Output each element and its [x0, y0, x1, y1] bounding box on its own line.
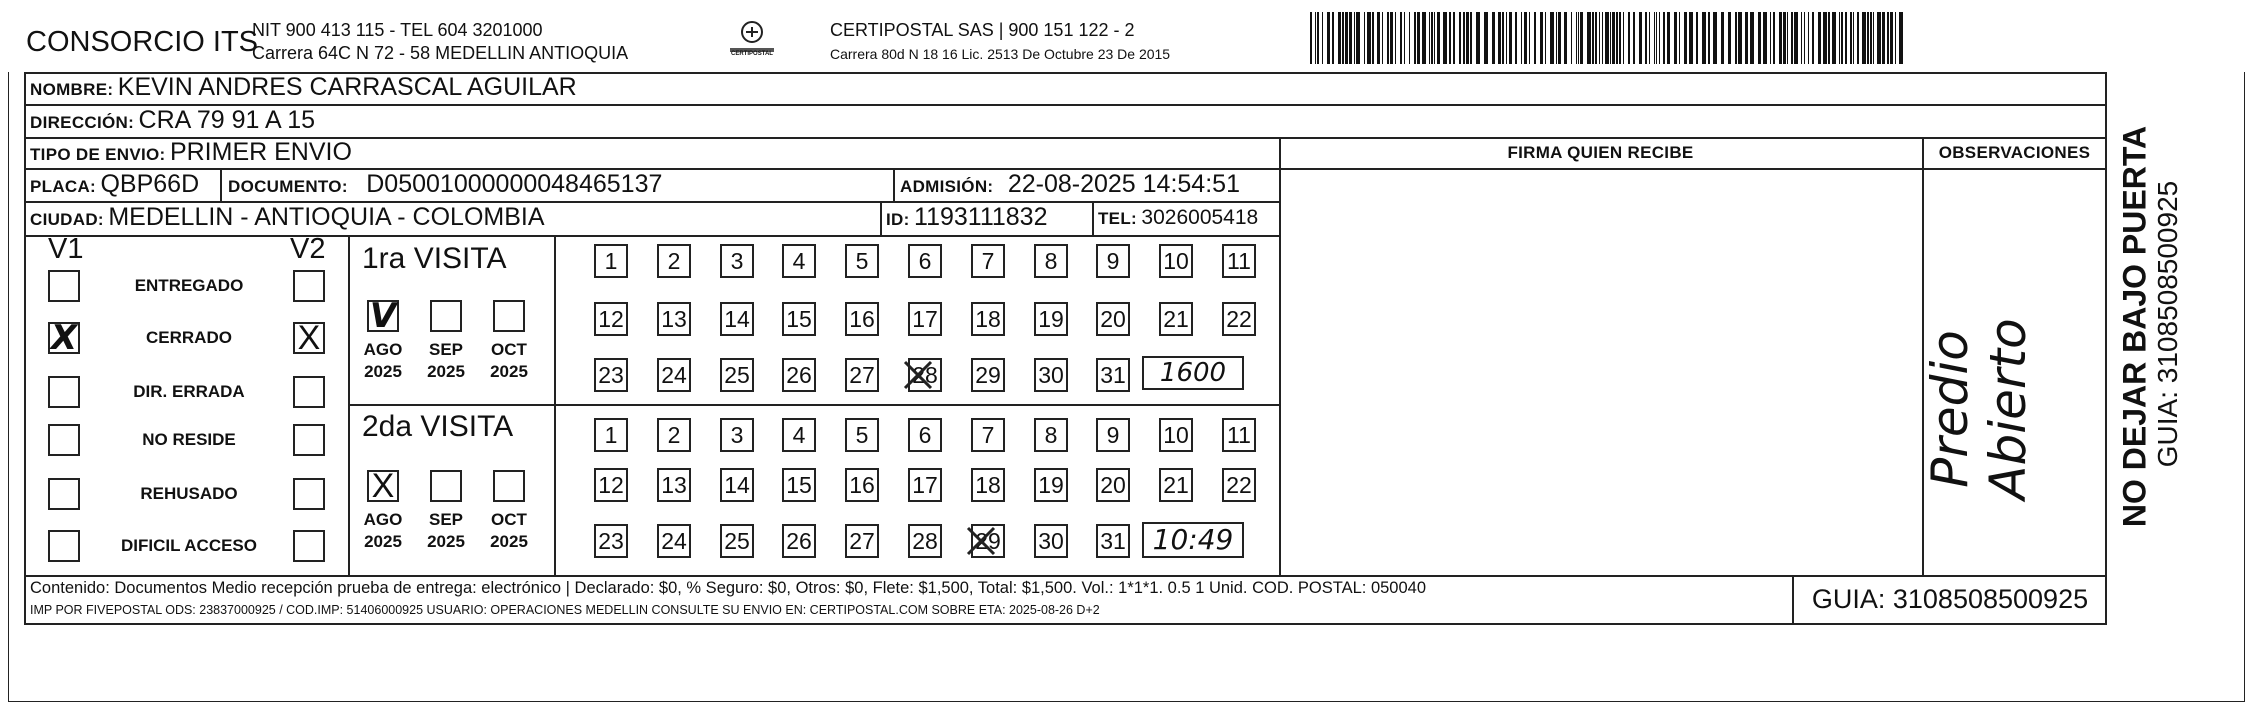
footer-guia: GUIA: 3108508500925 — [1811, 584, 2089, 614]
side-warning: NO DEJAR BAJO PUERTA — [2116, 125, 2153, 528]
day-box[interactable]: 11 — [1222, 418, 1256, 452]
barcode-bar — [1763, 12, 1767, 64]
barcode-bar — [1437, 12, 1440, 64]
barcode-bar — [1619, 12, 1621, 64]
day-box[interactable]: 15 — [782, 468, 816, 502]
barcode-bar — [1443, 12, 1447, 64]
second-visit-title: 2da VISITA — [362, 410, 514, 443]
day-box[interactable]: 12 — [594, 302, 628, 336]
month-checkbox[interactable] — [430, 470, 462, 502]
barcode-bar — [1773, 12, 1775, 64]
id-value: 1193111832 — [914, 203, 1048, 231]
side-guia: GUIA: 3108508500925 — [2152, 180, 2183, 468]
day-box[interactable]: 21 — [1159, 468, 1193, 502]
barcode-bar — [1867, 12, 1869, 64]
v1-cerrado-mark: X — [50, 318, 78, 358]
barcode-bar — [1862, 12, 1866, 64]
barcode-bar — [1645, 12, 1647, 64]
day-box[interactable]: 26 — [782, 524, 816, 558]
barcode-bar — [1509, 12, 1512, 64]
firma-header: FIRMA QUIEN RECIBE — [1507, 143, 1694, 162]
documento-value: D05001000000048465137 — [366, 170, 663, 198]
barcode-bar — [1345, 12, 1348, 64]
barcode-bar — [1414, 12, 1416, 64]
barcode-bar — [1628, 12, 1630, 64]
day-box[interactable]: 14 — [720, 468, 754, 502]
barcode-bar — [1356, 12, 1360, 64]
tipo-row — [30, 138, 352, 167]
v2-checkbox[interactable] — [293, 530, 325, 562]
id-label: ID: — [886, 210, 910, 229]
day-box[interactable]: 6 — [908, 418, 942, 452]
barcode-bar — [1502, 12, 1504, 64]
status-label: DIFICIL ACCESO — [120, 536, 257, 555]
barcode-bar — [1839, 12, 1840, 64]
barcode-bar — [1779, 12, 1782, 64]
barcode-bar — [1400, 12, 1402, 64]
barcode-bar — [1832, 12, 1836, 64]
day-box[interactable]: 20 — [1096, 468, 1130, 502]
v2-header: V2 — [290, 233, 326, 265]
day-box[interactable]: 23 — [594, 524, 628, 558]
documento-row — [228, 170, 662, 199]
barcode-bar — [1453, 12, 1455, 64]
barcode-bar — [1721, 12, 1724, 64]
barcode-bar — [1576, 12, 1577, 64]
barcode-bar — [1515, 12, 1517, 64]
direccion-row — [30, 106, 315, 135]
barcode-bar — [1882, 12, 1885, 64]
barcode-bar — [1534, 12, 1536, 64]
barcode-bar — [1434, 12, 1435, 64]
placa-label: PLACA: — [30, 177, 97, 196]
v2-checkbox[interactable] — [293, 270, 325, 302]
day-box[interactable]: 5 — [845, 244, 879, 278]
v2-cerrado-mark: X — [297, 319, 321, 357]
month-label: SEP — [428, 510, 464, 529]
admision-row — [900, 170, 1240, 199]
barcode-bar — [1857, 12, 1859, 64]
barcode-bar — [1580, 12, 1583, 64]
barcode-bar — [1783, 12, 1786, 64]
cross-icon — [901, 358, 935, 392]
barcode-bar — [1395, 12, 1396, 64]
barcode-bar — [1342, 12, 1344, 64]
observations-line-2: Abierto — [1979, 318, 2037, 500]
barcode-bar — [1364, 12, 1365, 64]
barcode-bar — [1571, 12, 1572, 64]
barcode-bar — [1377, 12, 1380, 64]
barcode-bar — [1649, 12, 1650, 64]
day-box[interactable]: 25 — [720, 524, 754, 558]
barcode-bar — [1605, 12, 1609, 64]
barcode-bar — [1404, 12, 1405, 64]
second-visit-day-29-mark — [964, 524, 998, 558]
barcode-bar — [1663, 12, 1665, 64]
day-box[interactable]: 24 — [657, 524, 691, 558]
day-box[interactable]: 4 — [782, 244, 816, 278]
day-box[interactable]: 31 — [1096, 524, 1130, 558]
barcode-bar — [1812, 12, 1814, 64]
day-box[interactable]: 24 — [657, 358, 691, 392]
barcode-bar — [1599, 12, 1600, 64]
barcode-bar — [1540, 12, 1543, 64]
v1-checkbox[interactable] — [48, 424, 80, 456]
barcode-bar — [1633, 12, 1635, 64]
ciudad-value: MEDELLIN - ANTIOQUIA - COLOMBIA — [108, 203, 545, 231]
first-visit-time: 1600 — [1142, 356, 1244, 390]
barcode-bar — [1595, 12, 1597, 64]
v1-checkbox[interactable] — [48, 478, 80, 510]
year-label: 2025 — [364, 362, 402, 381]
day-box[interactable]: 11 — [1222, 244, 1256, 278]
year-label: 2025 — [427, 362, 465, 381]
day-box[interactable]: 28 — [908, 358, 942, 392]
barcode-bar — [1564, 12, 1567, 64]
id-row — [886, 203, 1048, 232]
barcode-bar — [1794, 12, 1798, 64]
barcode-bar — [1545, 12, 1546, 64]
day-box[interactable]: 10 — [1159, 244, 1193, 278]
barcode-bar — [1684, 12, 1687, 64]
tel-value: 3026005418 — [1141, 206, 1259, 229]
day-box[interactable]: 19 — [1034, 468, 1068, 502]
barcode-bar — [1623, 12, 1624, 64]
year-label: 2025 — [490, 362, 528, 381]
day-box[interactable]: 1 — [594, 244, 628, 278]
observaciones-header: OBSERVACIONES — [1938, 143, 2091, 162]
nombre-value: KEVIN ANDRES CARRASCAL AGUILAR — [117, 73, 577, 101]
day-box[interactable]: 16 — [845, 302, 879, 336]
barcode-bar — [1367, 12, 1371, 64]
day-box[interactable]: 7 — [971, 244, 1005, 278]
barcode-bar — [1750, 12, 1754, 64]
tel-label: TEL: — [1098, 209, 1137, 228]
barcode-bar — [1327, 12, 1330, 64]
day-box[interactable]: 4 — [782, 418, 816, 452]
first-visit-day-28-mark — [901, 358, 935, 392]
admision-value: 22-08-2025 14:54:51 — [1007, 170, 1240, 198]
day-box[interactable]: 2 — [657, 244, 691, 278]
barcode-bar — [1449, 12, 1451, 64]
barcode-bar — [1654, 12, 1655, 64]
barcode-bar — [1521, 12, 1522, 64]
barcode-bar — [1808, 12, 1809, 64]
barcode-bar — [1818, 12, 1821, 64]
barcode-bar — [1612, 12, 1615, 64]
barcode-bar — [1895, 12, 1896, 64]
barcode-bar — [1492, 12, 1495, 64]
barcode-bar — [1804, 12, 1805, 64]
barcode-bar — [1558, 12, 1561, 64]
barcode-bar — [1431, 12, 1433, 64]
day-box[interactable]: 23 — [594, 358, 628, 392]
day-box[interactable]: 27 — [845, 524, 879, 558]
nombre-label: NOMBRE: — [30, 80, 114, 99]
status-label: NO RESIDE — [142, 430, 236, 449]
day-box[interactable]: 30 — [1034, 358, 1068, 392]
carrier-address: Carrera 80d N 18 16 Lic. 2513 De Octubre 23 De 2015 — [830, 46, 1171, 62]
barcode-bar — [1422, 12, 1426, 64]
month-checkbox[interactable] — [493, 300, 525, 332]
day-box[interactable]: 13 — [657, 468, 691, 502]
barcode-bar — [1556, 12, 1557, 64]
day-box[interactable]: 10 — [1159, 418, 1193, 452]
day-box[interactable]: 3 — [720, 244, 754, 278]
barcode-bar — [1770, 12, 1771, 64]
day-box[interactable]: 29 — [971, 358, 1005, 392]
day-box[interactable]: 20 — [1096, 302, 1130, 336]
barcode-bar — [1310, 12, 1312, 64]
direccion-label: DIRECCIÓN: — [30, 113, 135, 132]
barcode-bar — [1484, 12, 1488, 64]
status-label: REHUSADO — [140, 484, 238, 503]
barcode — [1310, 12, 1905, 64]
certipostal-logo — [722, 18, 782, 64]
day-box[interactable]: 26 — [782, 358, 816, 392]
v1-header: V1 — [48, 233, 84, 265]
barcode-bar — [1738, 12, 1742, 64]
barcode-bar — [1899, 12, 1903, 64]
barcode-bar — [1498, 12, 1501, 64]
documento-label: DOCUMENTO: — [228, 177, 348, 196]
day-box[interactable]: 5 — [845, 418, 879, 452]
day-box[interactable]: 27 — [845, 358, 879, 392]
barcode-bar — [1870, 12, 1872, 64]
footer-contenido: Contenido: Documentos Medio recepción prueba de entrega: electrónico | Declarado: $0, % Seguro: $0, Otros: $0, Flete: $1,500, Total: $1,500. Vol.: 1*1*1. 0.5 1 Unid. COD. POSTAL: 050040 — [30, 579, 1427, 597]
tipo-value: PRIMER ENVIO — [169, 138, 352, 166]
month-label: AGO — [363, 340, 403, 359]
barcode-bar — [1476, 12, 1480, 64]
barcode-bar — [1887, 12, 1889, 64]
day-box[interactable]: 22 — [1222, 302, 1256, 336]
cross-icon — [964, 524, 998, 558]
day-box[interactable]: 9 — [1096, 418, 1130, 452]
barcode-bar — [1853, 12, 1854, 64]
day-box[interactable]: 3 — [720, 418, 754, 452]
barcode-bar — [1679, 12, 1680, 64]
year-label: 2025 — [364, 532, 402, 551]
barcode-bar — [1702, 12, 1706, 64]
logo-icon — [722, 18, 782, 64]
day-box[interactable]: 25 — [720, 358, 754, 392]
day-box[interactable]: 1 — [594, 418, 628, 452]
company-address: Carrera 64C N 72 - 58 MEDELLIN ANTIOQUIA — [252, 43, 629, 63]
barcode-bar — [1845, 12, 1847, 64]
barcode-bar — [1850, 12, 1852, 64]
barcode-bar — [1466, 12, 1469, 64]
footer-imp: IMP POR FIVEPOSTAL ODS: 23837000925 / COD.IMP: 51406000925 USUARIO: OPERACIONES MEDELLIN CONSULTE SU ENVIO EN: CERTIPOSTAL.COM SOBRE ETA: 2025-08-26 D+2 — [30, 603, 1100, 617]
barcode-bar — [1758, 12, 1761, 64]
status-label: ENTREGADO — [134, 276, 244, 295]
v2-checkbox[interactable] — [293, 376, 325, 408]
ciudad-row — [30, 203, 545, 232]
barcode-bar — [1338, 12, 1341, 64]
barcode-bar — [1745, 12, 1748, 64]
barcode-bar — [1529, 12, 1530, 64]
year-label: 2025 — [427, 532, 465, 551]
company-name: CONSORCIO ITS — [26, 26, 259, 58]
barcode-bar — [1689, 12, 1693, 64]
tel-row — [1098, 206, 1258, 230]
barcode-bar — [1639, 12, 1642, 64]
barcode-bar — [1592, 12, 1594, 64]
status-label: CERRADO — [146, 328, 232, 347]
barcode-bar — [1390, 12, 1393, 64]
day-box[interactable]: 7 — [971, 418, 1005, 452]
day-box[interactable]: 8 — [1034, 418, 1068, 452]
barcode-bar — [1616, 12, 1618, 64]
barcode-bar — [1354, 12, 1355, 64]
logo-text: CERTIPOSTAL — [731, 51, 773, 57]
carrier-name: CERTIPOSTAL SAS | 900 151 122 - 2 — [830, 20, 1135, 40]
barcode-bar — [1322, 12, 1323, 64]
v1-checkbox[interactable] — [48, 270, 80, 302]
v2-checkbox[interactable] — [293, 478, 325, 510]
barcode-bar — [1667, 12, 1670, 64]
day-box[interactable]: 21 — [1159, 302, 1193, 336]
placa-row — [30, 170, 199, 199]
barcode-bar — [1349, 12, 1352, 64]
barcode-bar — [1387, 12, 1389, 64]
second-visit-ago-mark: X — [371, 467, 395, 505]
day-box[interactable]: 17 — [908, 302, 942, 336]
observations-line-1: Predio — [1921, 330, 1979, 488]
month-label: OCT — [491, 340, 527, 359]
barcode-bar — [1873, 12, 1874, 64]
barcode-bar — [1890, 12, 1893, 64]
barcode-bar — [1317, 12, 1319, 64]
day-box[interactable]: 19 — [1034, 302, 1068, 336]
barcode-bar — [1550, 12, 1554, 64]
tipo-label: TIPO DE ENVIO: — [30, 145, 166, 164]
day-box[interactable]: 16 — [845, 468, 879, 502]
barcode-bar — [1470, 12, 1472, 64]
company-nit: NIT 900 413 115 - TEL 604 3201000 — [252, 20, 543, 40]
day-box[interactable]: 8 — [1034, 244, 1068, 278]
second-visit-time: 10:49 — [1142, 522, 1244, 558]
barcode-bar — [1587, 12, 1591, 64]
barcode-bar — [1877, 12, 1881, 64]
v1-checkbox[interactable] — [48, 376, 80, 408]
month-label: SEP — [428, 340, 464, 359]
day-box[interactable]: 13 — [657, 302, 691, 336]
barcode-bar — [1610, 12, 1611, 64]
barcode-bar — [1708, 12, 1710, 64]
barcode-bar — [1409, 12, 1410, 64]
first-visit-title: 1ra VISITA — [362, 242, 507, 275]
first-visit-ago-mark: V — [369, 296, 397, 336]
nombre-row — [30, 73, 577, 102]
day-box[interactable]: 15 — [782, 302, 816, 336]
status-label: DIR. ERRADA — [133, 382, 245, 401]
barcode-bar — [1659, 12, 1660, 64]
barcode-bar — [1828, 12, 1830, 64]
barcode-bar — [1791, 12, 1793, 64]
day-box[interactable]: 2 — [657, 418, 691, 452]
placa-value: QBP66D — [100, 170, 200, 198]
day-box[interactable]: 22 — [1222, 468, 1256, 502]
barcode-bar — [1459, 12, 1461, 64]
barcode-bar — [1713, 12, 1717, 64]
barcode-bar — [1372, 12, 1374, 64]
barcode-bar — [1506, 12, 1507, 64]
day-box[interactable]: 28 — [908, 524, 942, 558]
day-box[interactable]: 18 — [971, 302, 1005, 336]
barcode-bar — [1735, 12, 1737, 64]
day-box[interactable]: 14 — [720, 302, 754, 336]
barcode-bar — [1841, 12, 1843, 64]
day-box[interactable]: 31 — [1096, 358, 1130, 392]
barcode-bar — [1656, 12, 1657, 64]
barcode-bar — [1602, 12, 1603, 64]
day-box[interactable]: 18 — [971, 468, 1005, 502]
admision-label: ADMISIÓN: — [900, 177, 994, 196]
ciudad-label: CIUDAD: — [30, 210, 104, 229]
barcode-bar — [1801, 12, 1802, 64]
barcode-bar — [1728, 12, 1731, 64]
day-box[interactable]: 6 — [908, 244, 942, 278]
barcode-bar — [1332, 12, 1334, 64]
day-box[interactable]: 12 — [594, 468, 628, 502]
day-box[interactable]: 17 — [908, 468, 942, 502]
barcode-bar — [1674, 12, 1677, 64]
day-box[interactable]: 29 — [971, 524, 1005, 558]
barcode-bar — [1382, 12, 1383, 64]
barcode-bar — [1417, 12, 1420, 64]
month-label: OCT — [491, 510, 527, 529]
month-label: AGO — [363, 510, 403, 529]
v2-checkbox[interactable] — [293, 424, 325, 456]
barcode-bar — [1823, 12, 1827, 64]
day-box[interactable]: 9 — [1096, 244, 1130, 278]
barcode-bar — [1524, 12, 1527, 64]
barcode-bar — [1578, 12, 1579, 64]
barcode-bar — [1696, 12, 1698, 64]
barcode-bar — [1429, 12, 1430, 64]
barcode-bar — [1463, 12, 1465, 64]
direccion-value: CRA 79 91 A 15 — [138, 106, 316, 134]
barcode-bar — [1787, 12, 1788, 64]
v1-checkbox[interactable] — [48, 530, 80, 562]
month-checkbox[interactable] — [493, 470, 525, 502]
month-checkbox[interactable] — [430, 300, 462, 332]
barcode-bar — [1315, 12, 1316, 64]
day-box[interactable]: 30 — [1034, 524, 1068, 558]
year-label: 2025 — [490, 532, 528, 551]
